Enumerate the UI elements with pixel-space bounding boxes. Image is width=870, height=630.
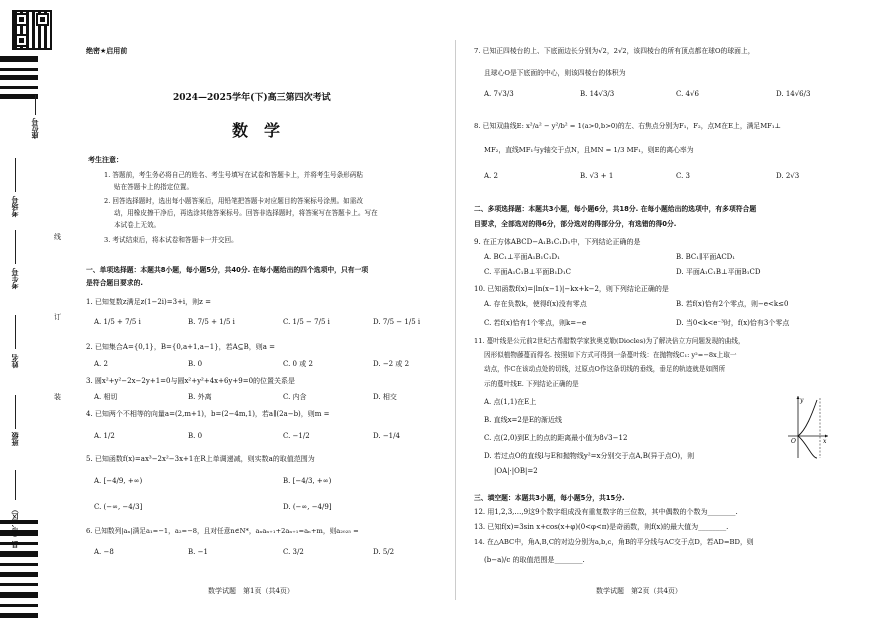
q4-option-c: C. −1/2 [283,432,310,440]
q2-option-c: C. 0 或 2 [283,360,313,368]
q1-option-d: D. 7/5 − 1/5 i [373,318,421,326]
figure-y-label: y [800,397,804,404]
figure-x-label: x [823,438,827,445]
question-3: 3. 圆x²+y²−2x−2y+1=0与圆x²+y²+4x+6y+9=0的位置关系是 [86,377,296,385]
q5-option-a: A. [−4/9, +∞) [94,477,143,485]
field-student-no: 考生号 [11,268,19,289]
section2-heading-2: 目要求，全部选对的得6分，部分选对的得部分分，有选错的得0分. [474,220,677,228]
q3-option-d: D. 相交 [373,393,397,401]
question-9: 9. 在正方体ABCD−A₁B₁C₁D₁中，下列结论正确的是 [474,238,641,246]
question-4: 4. 已知两个不相等的向量a=(2,m+1)，b=(2−4m,1)，若a∥(2a−b)，则m = [86,410,330,418]
question-14: 14. 在△ABC中，角A,B,C的对边分别为a,b,c，角B的平分线与AC交于点D，若AD=BD，则 [474,538,754,546]
secret-mark: 绝密★启用前 [86,47,128,55]
q6-option-c: C. 3/2 [283,548,304,556]
q6-option-b: B. −1 [188,548,208,556]
question-13: 13. 已知f(x)=3sin x+cos(x+φ)(0<φ<π)是奇函数，则f(x)的最大值为________. [474,523,729,531]
figure-origin-label: O [791,438,796,445]
question-7: 7. 已知正四棱台的上、下底面边长分别为√2，2√2，该四棱台的所有顶点都在球O的球面上， [474,47,755,55]
q7-option-d: D. 14√6/3 [776,90,811,98]
question-5: 5. 已知函数f(x)=ax³−2x²−3x+1在R上单调递减，则实数a的取值范围为 [86,455,315,463]
exam-title: 2024—2025学年(下)高三第四次考试 [173,93,331,103]
field-county: 县（市、区） [11,506,19,548]
section1-heading: 一、单项选择题：本题共8小题，每小题5分，共40分. 在每小题给出的四个选项中，只有一项 [86,266,369,274]
q7-option-c: C. 4√6 [676,90,699,98]
question-6: 6. 已知数列|aₙ|满足a₁=−1，a₂=−8，且对任意n∈N*，aₙaₙ₊₁+2aₙ₊₁=aₙ+m，则a₂₀₂₅ = [86,527,359,535]
q11-option-a: A. 点(1,1)在E上 [484,398,537,406]
q10-option-a: A. 存在负数k，使得f(x)没有零点 [484,300,587,308]
question-11-line: 动点，作C在该动点处的切线，过原点O作这条切线的垂线，垂足的轨迹就是如图所 [484,365,726,373]
q3-option-b: B. 外离 [188,393,212,401]
binding-strip [0,0,72,630]
q2-option-d: D. −2 或 2 [373,360,410,368]
notice-line: 3. 考试结束后，将本试卷和答题卡一并交回。 [104,236,238,244]
cut-mark-zhuang: 装 [54,393,61,401]
q4-option-a: A. 1/2 [94,432,115,440]
q2-option-a: A. 2 [94,360,108,368]
column-divider [455,40,456,600]
notice-line: 本试卷上无效。 [114,221,161,229]
question-12: 12. 用1,2,3,…,9这9个数字组成没有重复数字的三位数，其中偶数的个数为________. [474,508,738,516]
question-2: 2. 已知集合A={0,1}，B={0,a+1,a−1}，若A⊆B，则a = [86,343,275,351]
q7-option-b: B. 14√3/3 [580,90,615,98]
q6-option-a: A. −8 [94,548,114,556]
section1-heading-2: 是符合题目要求的. [86,279,143,287]
q4-option-d: D. −1/4 [373,432,400,440]
qr-code [12,10,52,50]
question-10: 10. 已知函数f(x)=|ln(x−1)|−kx+k−2，则下列结论正确的是 [474,285,669,293]
q8-option-c: C. 3 [676,172,691,180]
notice-line: 1. 答题前，考生务必将自己的姓名、考生号填写在试卷和答题卡上，并将考生号条形码粘 [104,171,363,179]
q11-option-d: D. 若过点O的直线l与E和抛物线y²=x分别交于点A,B(异于点O)，则 [484,452,695,460]
q4-option-b: B. 0 [188,432,203,440]
section2-heading: 二、多项选择题：本题共3小题，每小题6分，共18分. 在每小题给出的选项中，有多项符合题 [474,205,757,213]
subject-title: 数 学 [232,121,281,140]
question-14-line2: (b−a)/c 的取值范围是________. [484,556,585,564]
question-11-line: 示的蔓叶线E. 下列结论正确的是 [484,380,579,388]
field-seat: 座位号 [31,118,39,139]
q10-option-b: B. 若f(x)恰有2个零点，则−e<k≤0 [676,300,789,308]
q7-option-a: A. 7√3/3 [484,90,514,98]
q8-option-a: A. 2 [484,172,498,180]
question-11-line: 因形似植物藤蔓而得名. 按照如下方式可得到一条蔓叶线：在抛物线C₁: y²=−8x上取一 [484,351,737,359]
q8-option-b: B. √3 + 1 [580,172,614,180]
page2-footer: 数学试题 第2页（共4页） [596,587,682,595]
field-name: 姓名 [11,354,19,368]
section3-heading: 三、填空题：本题共3小题，每小题5分，共15分. [474,494,625,502]
q2-option-b: B. 0 [188,360,203,368]
cut-mark-xian: 线 [54,233,61,241]
q5-option-d: D. (−∞, −4/9] [283,503,332,511]
question-7-line2: 且球心O是下底面的中心，则该四棱台的体积为 [484,69,626,77]
question-8: 8. 已知双曲线E: x²/a² − y²/b² = 1(a>0,b>0)的左、右焦点分别为F₁，F₂，点M在E上，满足MF₁⊥ [474,122,782,130]
q9-option-c: C. 平面A₁C₁B⊥平面B₁D₁C [484,268,572,276]
q1-option-a: A. 1/5 + 7/5 i [94,318,141,326]
q5-option-b: B. [−4/3, +∞) [283,477,332,485]
q6-option-d: D. 5/2 [373,548,395,556]
q10-option-c: C. 若f(x)恰有1个零点，则k=−e [484,319,587,327]
question-11: 11. 蔓叶线是公元前2世纪古希腊数学家狄奥克勒(Diocles)为了解决倍立方问题发现的曲线， [474,337,745,345]
q5-option-c: C. (−∞, −4/3] [94,503,143,511]
q9-option-a: A. BC₁⊥平面A₁B₁C₁D₁ [484,253,560,261]
notice-line: 2. 回答选择题时，选出每小题答案后，用铅笔把答题卡对应题目的答案标号涂黑。如需改 [104,197,363,205]
q1-option-b: B. 7/5 + 1/5 i [188,318,235,326]
q9-option-b: B. BC₁∥平面ACD₁ [676,253,736,261]
page1-footer: 数学试题 第1页（共4页） [208,587,294,595]
q11-option-c: C. 点(2,0)到E上的点的距离最小值为8√3−12 [484,434,628,442]
q10-option-d: D. 当0<k<e⁻³时，f(x)恰有3个零点 [676,319,790,327]
q3-option-a: A. 相切 [94,393,118,401]
q9-option-d: D. 平面A₁C₁B⊥平面B₁CD [676,268,761,276]
cut-mark-ding: 订 [54,313,61,321]
field-exam-room: 考场号 [11,196,19,217]
question-8-line2: MF₂，直线MF₁与y轴交于点N，且MN = 1/3 MF₁，则E的离心率为 [484,146,694,154]
notice-line: 动，用橡皮擦干净后，再选涂其他答案标号。回答非选择题时，将答案写在答题卡上。写在 [114,209,378,217]
field-class: 班级 [11,432,19,446]
cissoid-figure [786,394,830,460]
question-1: 1. 已知复数z满足z(1−2i)=3+i，则z = [86,298,211,306]
q11-option-d-cont: |OA|·|OB|=2 [494,467,538,475]
notice-line: 贴在答题卡上的指定位置。 [114,183,194,191]
q1-option-c: C. 1/5 − 7/5 i [283,318,330,326]
q8-option-d: D. 2√3 [776,172,800,180]
q11-option-b: B. 直线x=2是E的渐近线 [484,416,562,424]
q3-option-c: C. 内含 [283,393,307,401]
notice-heading: 考生注意： [88,156,123,164]
